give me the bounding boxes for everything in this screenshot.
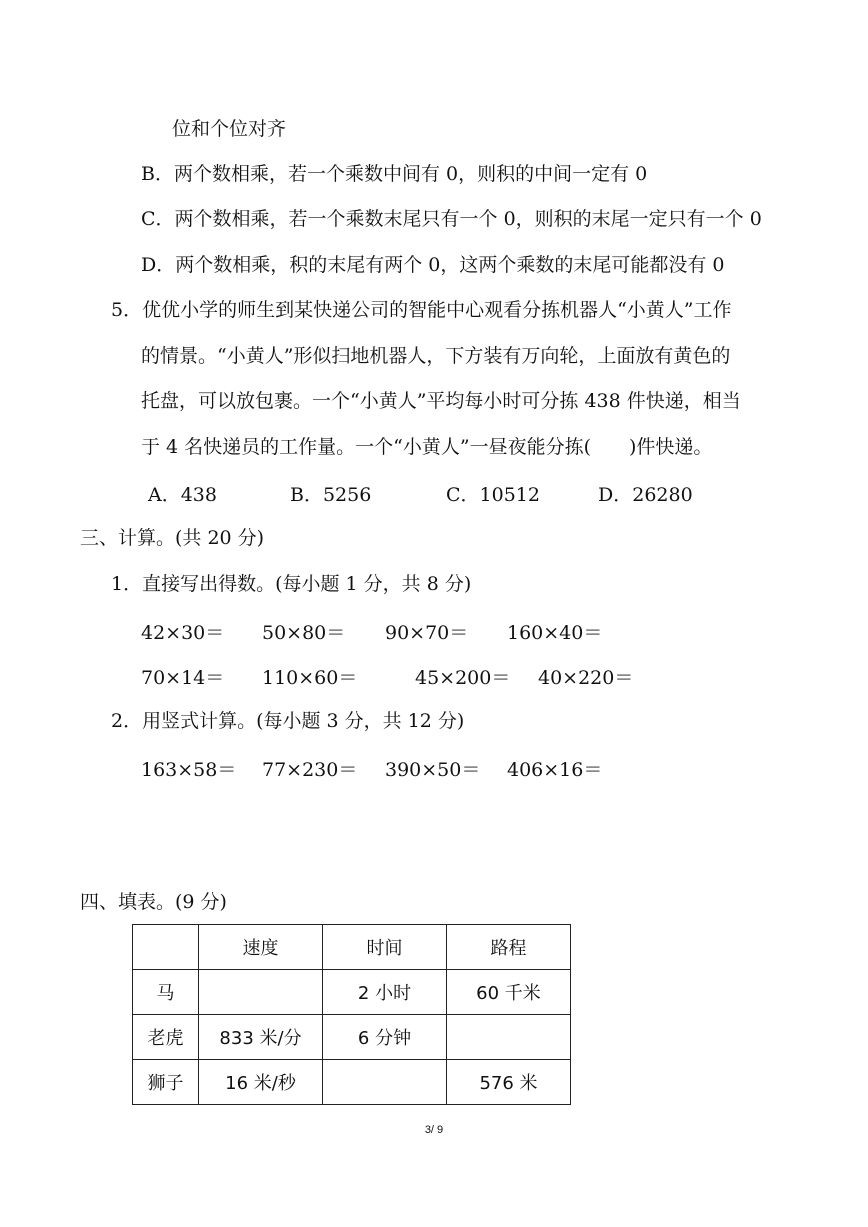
table-cell: 马 — [133, 970, 199, 1015]
table-row — [133, 970, 571, 1015]
q5-line-4: 于 4 名快递员的工作量。一个“小黄人”一昼夜能分拣( )件快递。 — [141, 436, 713, 458]
q5-option-c: C．10512 — [446, 484, 540, 506]
part1-title: 1．直接写出得数。(每小题 1 分，共 8 分) — [111, 573, 472, 595]
q5-option-d: D．26280 — [598, 484, 693, 506]
header-cell: 时间 — [323, 925, 447, 970]
table-cell: 16 米/秒 — [199, 1060, 323, 1105]
q5-option-a: A．438 — [148, 484, 217, 506]
q5-option-b: B．5256 — [290, 484, 372, 506]
q5-line-3: 托盘，可以放包裹。一个“小黄人”平均每小时可分拣 438 件快递，相当 — [141, 390, 741, 412]
table-cell: 60 千米 — [447, 970, 571, 1015]
section4-title: 四、填表。(9 分) — [80, 891, 227, 913]
mental-math-item: 50×80＝ — [262, 622, 346, 644]
table-cell — [447, 1015, 571, 1060]
section3-title: 三、计算。(共 20 分) — [80, 527, 265, 549]
q5-line-2: 的情景。“小黄人”形似扫地机器人，下方装有万向轮，上面放有黄色的 — [141, 345, 731, 367]
vertical-calc-item: 406×16＝ — [507, 759, 603, 781]
mental-math-item: 40×220＝ — [538, 667, 634, 689]
mental-math-item: 90×70＝ — [385, 622, 469, 644]
table-row — [133, 1060, 571, 1105]
page-number: 3/ 9 — [424, 1124, 444, 1136]
q4-option-c: C．两个数相乘，若一个乘数末尾只有一个 0，则积的末尾一定只有一个 0 — [141, 208, 762, 230]
mental-math-item: 42×30＝ — [141, 622, 225, 644]
table-cell: 狮子 — [133, 1060, 199, 1105]
table-cell: 833 米/分 — [199, 1015, 323, 1060]
mental-math-item: 70×14＝ — [141, 667, 225, 689]
table-cell: 6 分钟 — [323, 1015, 447, 1060]
speed-time-distance-table — [132, 924, 571, 1105]
vertical-calc-item: 163×58＝ — [141, 759, 237, 781]
mental-math-item: 45×200＝ — [415, 667, 511, 689]
header-cell — [133, 925, 199, 970]
q4-option-a-continuation: 位和个位对齐 — [172, 118, 287, 140]
table-cell: 2 小时 — [323, 970, 447, 1015]
table-row — [133, 1015, 571, 1060]
header-cell: 速度 — [199, 925, 323, 970]
table-cell — [199, 970, 323, 1015]
vertical-calc-item: 77×230＝ — [262, 759, 358, 781]
q4-option-b: B．两个数相乘，若一个乘数中间有 0，则积的中间一定有 0 — [141, 163, 648, 185]
table-cell: 老虎 — [133, 1015, 199, 1060]
vertical-calc-item: 390×50＝ — [385, 759, 481, 781]
table-cell: 576 米 — [447, 1060, 571, 1105]
part2-title: 2．用竖式计算。(每小题 3 分，共 12 分) — [111, 710, 465, 732]
header-cell: 路程 — [447, 925, 571, 970]
mental-math-item: 160×40＝ — [507, 622, 603, 644]
q4-option-d: D．两个数相乘，积的末尾有两个 0，这两个乘数的末尾可能都没有 0 — [141, 254, 725, 276]
table-header-row — [133, 925, 571, 970]
table-cell — [323, 1060, 447, 1105]
mental-math-item: 110×60＝ — [262, 667, 358, 689]
q5-line-1: 5．优优小学的师生到某快递公司的智能中心观看分拣机器人“小黄人”工作 — [111, 299, 732, 321]
